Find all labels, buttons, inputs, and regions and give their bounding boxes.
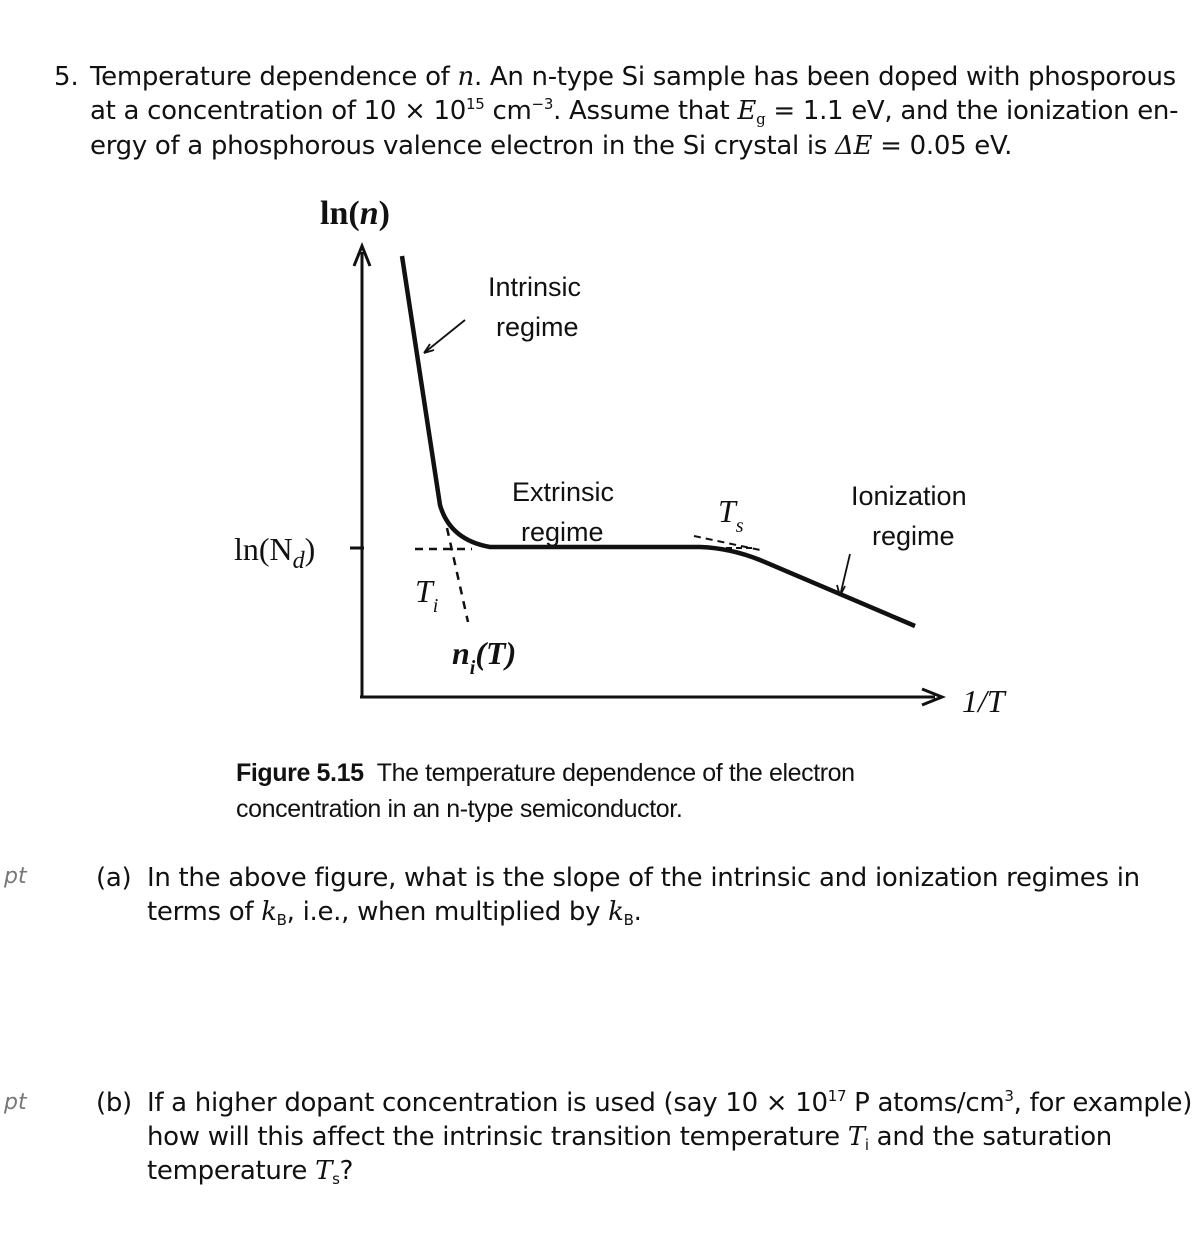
- intrinsic-pointer: [424, 320, 465, 353]
- extrinsic-label-1: Extrinsic: [512, 477, 615, 507]
- var-ti: T: [847, 1122, 865, 1152]
- var-delta-e: ΔE: [835, 131, 873, 161]
- extrinsic-label-2: regime: [521, 517, 604, 547]
- exponent: 17: [827, 1087, 847, 1105]
- text: P atoms/cm: [846, 1088, 1005, 1118]
- text: , for example): [1013, 1088, 1193, 1118]
- text: at a concentration of 10 × 10: [90, 96, 467, 126]
- question-a-line-2: [147, 895, 642, 929]
- points-label: pt: [4, 1090, 27, 1115]
- problem-intro: . An n-type Si sample has been doped with phosporous: [473, 62, 1176, 92]
- text: cm: [484, 96, 532, 126]
- problem-number: 5.: [54, 62, 79, 92]
- figure-number: Figure 5.15: [236, 759, 364, 787]
- text: ?: [339, 1156, 354, 1186]
- text: . Assume that: [553, 96, 738, 126]
- ti-label: $T_i$: [415, 573, 439, 617]
- n-curve: [402, 256, 915, 626]
- question-b-label: (b): [96, 1088, 132, 1118]
- var-n: n: [457, 62, 474, 92]
- figure-caption-line-2: concentration in an n-type semiconductor.: [236, 795, 683, 823]
- ionization-label-2: regime: [872, 521, 955, 551]
- var-ts: T: [315, 1156, 333, 1186]
- exponent: 15: [466, 95, 485, 113]
- var-eg: E: [737, 96, 757, 126]
- text: .: [633, 897, 642, 927]
- problem-title: Temperature dependence of: [90, 62, 450, 92]
- ionization-label-1: Ionization: [851, 481, 967, 511]
- y-axis-label: ln(n): [320, 195, 390, 232]
- question-b-line-1: [147, 1086, 1192, 1120]
- ni-label: $n_i(T)$: [452, 635, 517, 679]
- text: terms of: [147, 897, 262, 927]
- text: and the saturation: [868, 1122, 1112, 1152]
- text: = 1.1 eV, and the ionization en-: [765, 96, 1179, 126]
- question-b-line-2: [147, 1120, 1112, 1154]
- ni-dashed-line: [447, 528, 468, 622]
- text: = 0.05 eV.: [872, 131, 1013, 161]
- question-b-line-3: [147, 1154, 353, 1188]
- text: ergy of a phosphorous valence electron in the Si crystal is: [90, 131, 836, 161]
- x-axis-label: 1/T: [962, 683, 1005, 719]
- var-kb: k: [261, 897, 277, 927]
- ionization-pointer: [840, 554, 850, 596]
- points-label: pt: [4, 864, 27, 889]
- question-a-line-1: In the above figure, what is the slope of the intrinsic and ionization regimes in: [147, 863, 1140, 893]
- text: , i.e., when multiplied by: [286, 897, 609, 927]
- nd-label: $\ln(N_d)$: [234, 531, 316, 574]
- ts-label: $T_s$: [718, 493, 744, 537]
- exponent: −3: [531, 95, 554, 113]
- subscript: B: [276, 911, 287, 929]
- question-a-label: (a): [96, 863, 132, 893]
- text: how will this affect the intrinsic transition temperature: [147, 1122, 848, 1152]
- intrinsic-label-1: Intrinsic: [488, 272, 582, 302]
- subscript: i: [864, 1136, 869, 1154]
- exponent: 3: [1004, 1087, 1014, 1105]
- intrinsic-label-2: regime: [496, 312, 579, 342]
- subscript: s: [332, 1170, 340, 1188]
- figure-caption-line-1: [236, 755, 855, 791]
- text: temperature: [147, 1156, 316, 1186]
- var-kb: k: [608, 897, 624, 927]
- caption-text: The temperature dependence of the electron: [376, 759, 855, 787]
- text: If a higher dopant concentration is used (say 10 × 10: [147, 1088, 828, 1118]
- subscript: B: [623, 911, 634, 929]
- subscript: g: [756, 110, 766, 128]
